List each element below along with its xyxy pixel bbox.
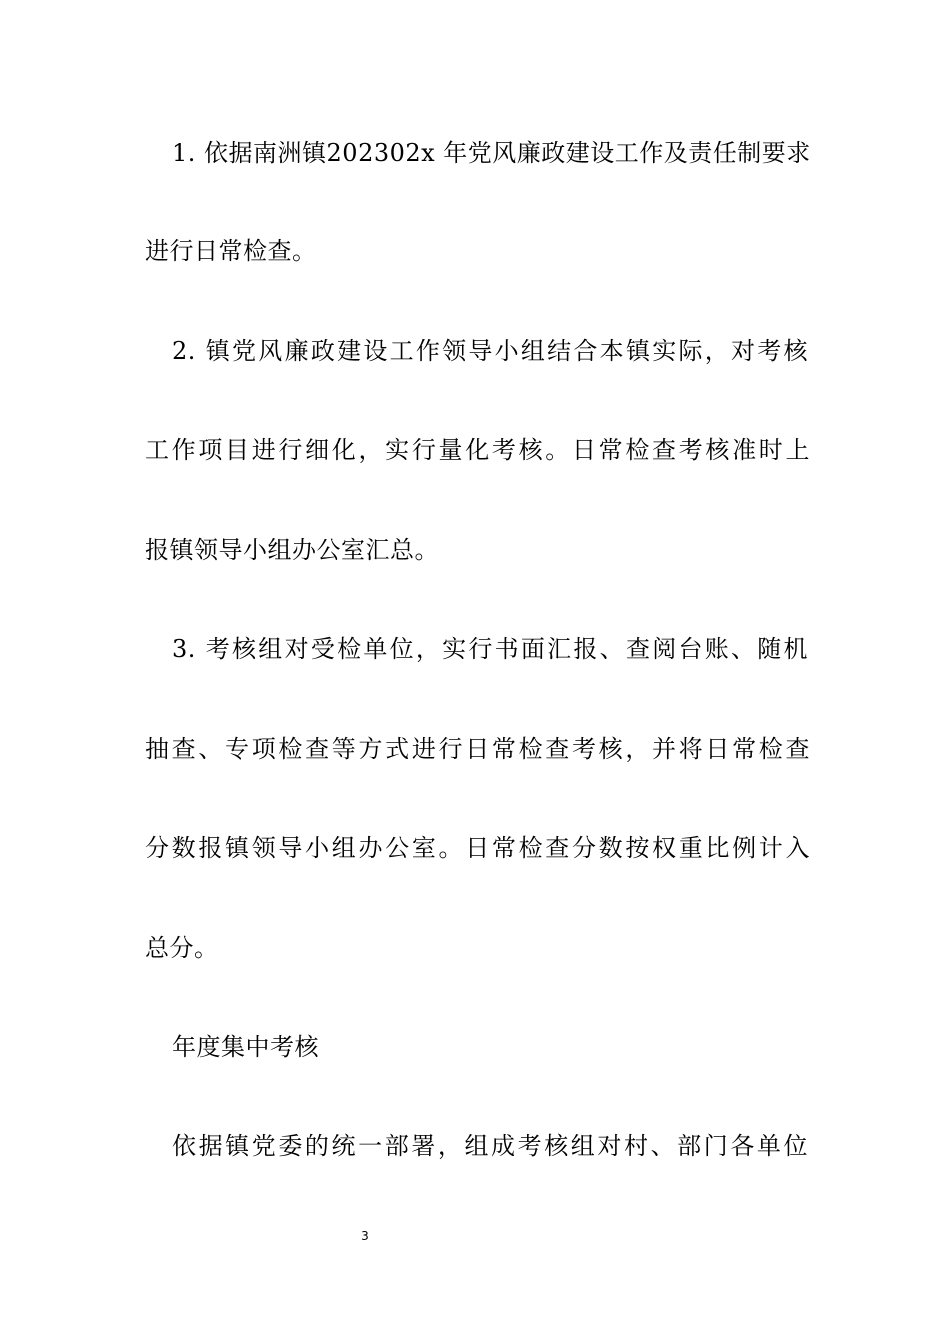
paragraph-2-line-2: 工作项目进行细化，实行量化考核。日常检查考核准时上 [145, 436, 810, 464]
paragraph-3-line-1: 3. 考核组对受检单位，实行书面汇报、查阅台账、随机 [172, 635, 808, 663]
paragraph-3-line-2: 抽查、专项检查等方式进行日常检查考核，并将日常检查 [145, 735, 810, 763]
page-number: 3 [361, 1229, 369, 1243]
section-heading: 年度集中考核 [172, 1033, 319, 1061]
paragraph-2-line-3: 报镇领导小组办公室汇总。 [145, 536, 439, 564]
paragraph-4-line-1: 依据镇党委的统一部署，组成考核组对村、部门各单位 [172, 1132, 808, 1160]
paragraph-3-line-3: 分数报镇领导小组办公室。日常检查分数按权重比例计入 [145, 834, 810, 862]
paragraph-1-line-2: 进行日常检查。 [145, 237, 317, 265]
paragraph-1-line-1: 1. 依据南洲镇202302x 年党风廉政建设工作及责任制要求 [172, 139, 811, 167]
paragraph-2-line-1: 2. 镇党风廉政建设工作领导小组结合本镇实际，对考核 [172, 337, 808, 365]
paragraph-3-line-4: 总分。 [145, 934, 219, 962]
